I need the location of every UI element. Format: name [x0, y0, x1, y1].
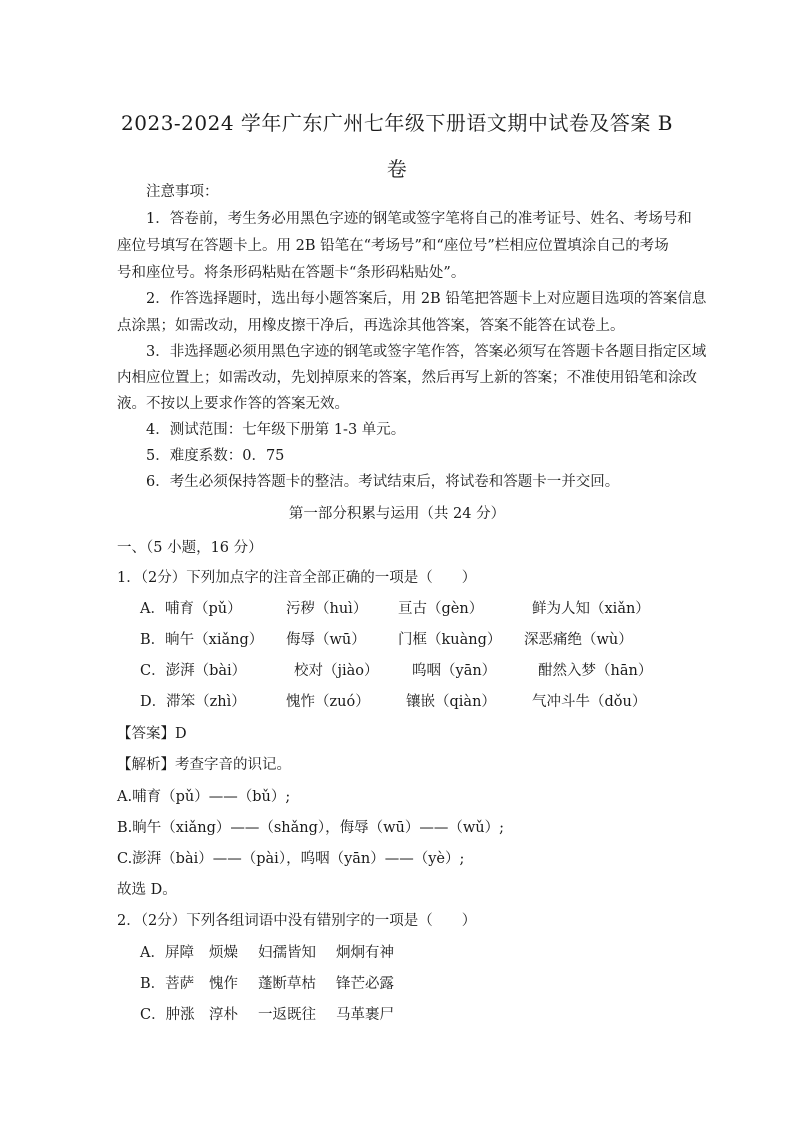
notice-item-2-line-1: 2．作答选择题时，选出每小题答案后，用 2B 铅笔把答题卡上对应题目选项的答案信息 — [146, 291, 707, 307]
q2-option-a-4: 炯炯有神 — [336, 945, 394, 961]
q1-option-d-3: 镶嵌（qiàn） — [406, 694, 496, 710]
q2-option-c-4: 马革裹尸 — [336, 1007, 394, 1023]
notice-item-6: 6．考生必须保持答题卡的整洁。考试结束后，将试卷和答题卡一并交回。 — [146, 474, 620, 490]
title-line-1: 2023-2024 学年广东广州七年级下册语文期中试卷及答案 B — [121, 111, 673, 135]
notice-item-4: 4．测试范围：七年级下册第 1-3 单元。 — [146, 422, 406, 438]
q1-option-a-2: 污秽（huì） — [286, 601, 368, 617]
q1-option-d-2: 愧怍（zuó） — [286, 694, 370, 710]
question-1-stem: 1．（2分）下列加点字的注音全部正确的一项是（ ） — [117, 570, 477, 586]
q1-option-d-4: 气冲斗牛（dǒu） — [532, 694, 647, 710]
q1-option-c-1: C．澎湃（bài） — [140, 663, 247, 679]
q2-option-b-2: 愧作 — [209, 976, 238, 992]
q2-option-b-3: 蓬断草枯 — [258, 976, 316, 992]
q2-option-b-4: 锋芒必露 — [336, 976, 394, 992]
q2-option-b-1: B．菩萨 — [140, 976, 195, 992]
q2-option-c-2: 淳朴 — [209, 1007, 238, 1023]
notice-item-1-line-3: 号和座位号。将条形码粘贴在答题卡“条形码粘贴处”。 — [117, 265, 466, 281]
q1-option-b-1: B．晌午（xiǎng） — [140, 632, 264, 648]
q2-option-a-2: 烦燥 — [209, 945, 238, 961]
q1-option-b-2: 侮辱（wū） — [286, 632, 366, 648]
q1-option-c-2: 校对（jiào） — [294, 663, 379, 679]
q1-option-b-4: 深恶痛绝（wù） — [524, 632, 633, 648]
q2-option-a-1: A．屏障 — [140, 945, 194, 961]
q1-option-c-3: 呜咽（yān） — [412, 663, 497, 679]
notice-item-1-line-1: 1．答卷前，考生务必用黑色字迹的钢笔或签字笔将自己的准考证号、姓名、考场号和 — [146, 211, 692, 227]
q1-analysis-line-a: A.哺育（pǔ）——（bǔ）; — [117, 789, 291, 805]
notice-heading: 注意事项： — [146, 184, 219, 200]
q1-analysis: 【解析】考查字音的识记。 — [117, 757, 291, 773]
q1-option-c-4: 酣然入梦（hān） — [538, 663, 653, 679]
question-2-stem: 2．（2分）下列各组词语中没有错别字的一项是（ ） — [117, 913, 477, 929]
notice-item-5: 5．难度系数：0．75 — [146, 448, 285, 464]
q1-analysis-line-b: B.晌午（xiǎng）——（shǎng），侮辱（wū）——（wǔ）; — [117, 820, 505, 836]
q1-option-b-3: 门框（kuàng） — [398, 632, 502, 648]
section-1-heading: 一、（5 小题，16 分） — [117, 540, 263, 556]
q1-option-a-4: 鲜为人知（xiǎn） — [532, 601, 650, 617]
q2-option-c-3: 一返既往 — [258, 1007, 316, 1023]
document-title — [110, 100, 684, 192]
notice-item-1-line-2: 座位号填写在答题卡上。用 2B 铅笔在“考场号”和“座位号”栏相应位置填涂自己的考场 — [117, 238, 669, 254]
notice-item-3-line-3: 液。不按以上要求作答的答案无效。 — [117, 396, 349, 412]
title-line-2: 卷 — [386, 157, 408, 181]
q1-option-a-1: A．哺育（pǔ） — [140, 601, 242, 617]
q1-analysis-line-c: C.澎湃（bài）——（pài），呜咽（yān）——（yè）; — [117, 851, 465, 867]
q2-option-c-1: C．肿涨 — [140, 1007, 195, 1023]
notice-item-2-line-2: 点涂黑；如需改动，用橡皮擦干净后，再选涂其他答案，答案不能答在试卷上。 — [117, 318, 625, 334]
q1-option-a-3: 亘古（gèn） — [398, 601, 484, 617]
q1-answer: 【答案】D — [117, 726, 187, 742]
q1-conclusion: 故选 D。 — [117, 882, 177, 898]
notice-item-3-line-1: 3．非选择题必须用黑色字迹的钢笔或签字笔作答，答案必须写在答题卡各题目指定区域 — [146, 344, 707, 360]
q1-option-d-1: D．滞笨（zhì） — [140, 694, 246, 710]
q2-option-a-3: 妇孺皆知 — [258, 945, 316, 961]
notice-item-3-line-2: 内相应位置上；如需改动，先划掉原来的答案，然后再写上新的答案；不准使用铅笔和涂改 — [117, 370, 697, 386]
part-1-heading: 第一部分积累与运用（共 24 分） — [288, 506, 506, 522]
